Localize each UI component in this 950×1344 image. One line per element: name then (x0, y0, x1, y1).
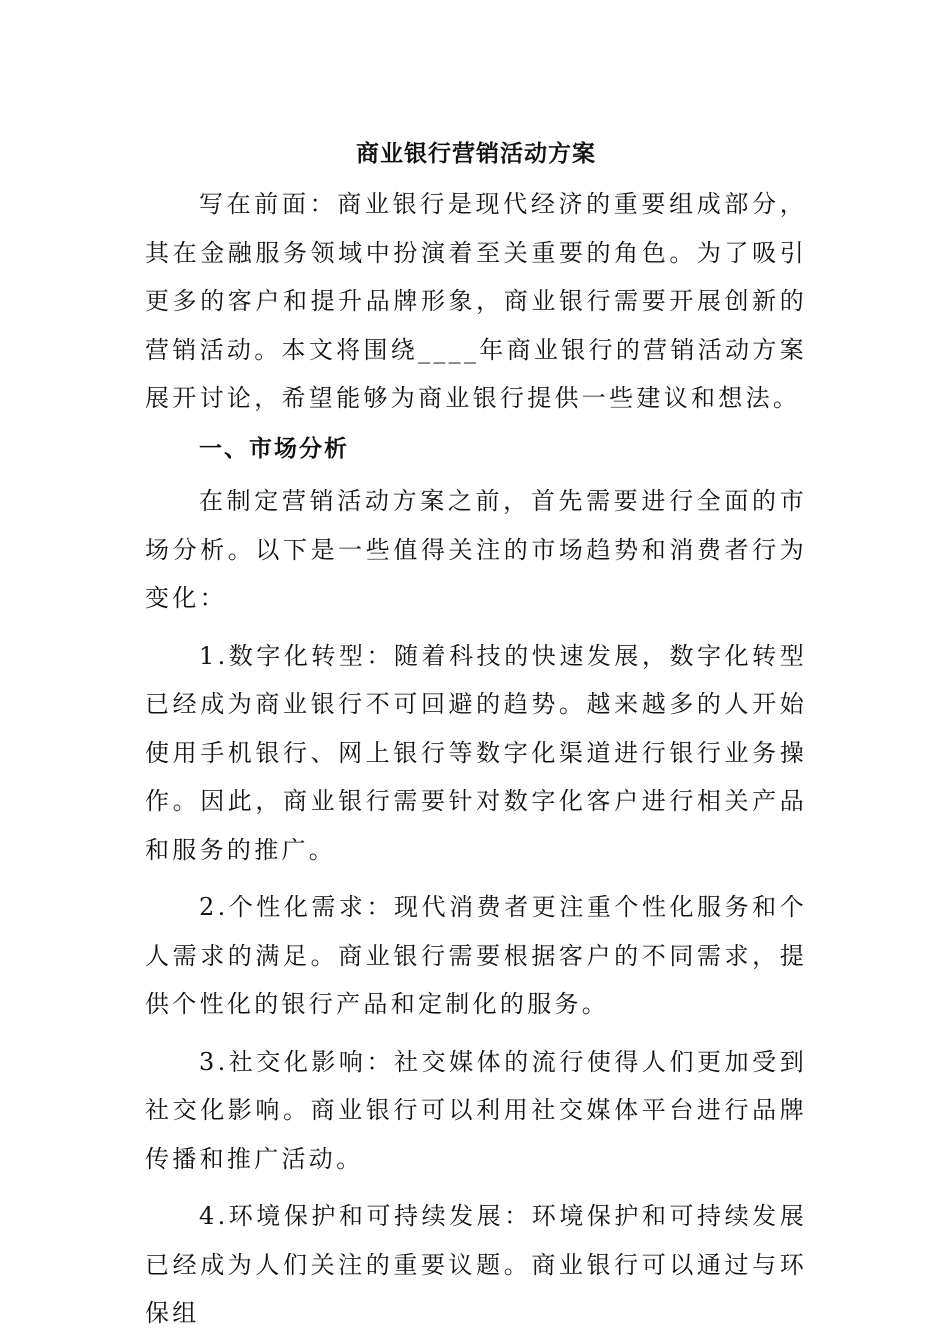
document-body (145, 130, 807, 1338)
list-item-digital-transformation: 1.数字化转型：随着科技的快速发展，数字化转型已经成为商业银行不可回避的趋势。越来越多的人开始使用手机银行、网上银行等数字化渠道进行银行业务操作。因此，商业银行需要针对数字化客户进行相关产品和服务的推广。 (145, 641, 807, 864)
section-heading-market-analysis: 一、市场分析 (199, 435, 349, 462)
list-item-sustainability: 4.环境保护和可持续发展：环境保护和可持续发展已经成为人们关注的重要议题。商业银行可以通过与环保组 (145, 1202, 807, 1327)
list-item-social-influence: 3.社交化影响：社交媒体的流行使得人们更加受到社交化影响。商业银行可以利用社交媒体平台进行品牌传播和推广活动。 (145, 1047, 807, 1173)
section-lead-paragraph: 在制定营销活动方案之前，首先需要进行全面的市场分析。以下是一些值得关注的市场趋势和消费者行为变化： (145, 487, 807, 612)
list-item-personalized-demand: 2.个性化需求：现代消费者更注重个性化服务和个人需求的满足。商业银行需要根据客户的不同需求，提供个性化的银行产品和定制化的服务。 (145, 893, 807, 1018)
document-title: 商业银行营销活动方案 (356, 141, 596, 167)
intro-paragraph: 写在前面：商业银行是现代经济的重要组成部分，其在金融服务领域中扮演着至关重要的角色。为了吸引更多的客户和提升品牌形象，商业银行需要开展创新的营销活动。本文将围绕____年商业银行的营销活动方案展开讨论，希望能够为商业银行提供一些建议和想法。 (145, 190, 807, 412)
